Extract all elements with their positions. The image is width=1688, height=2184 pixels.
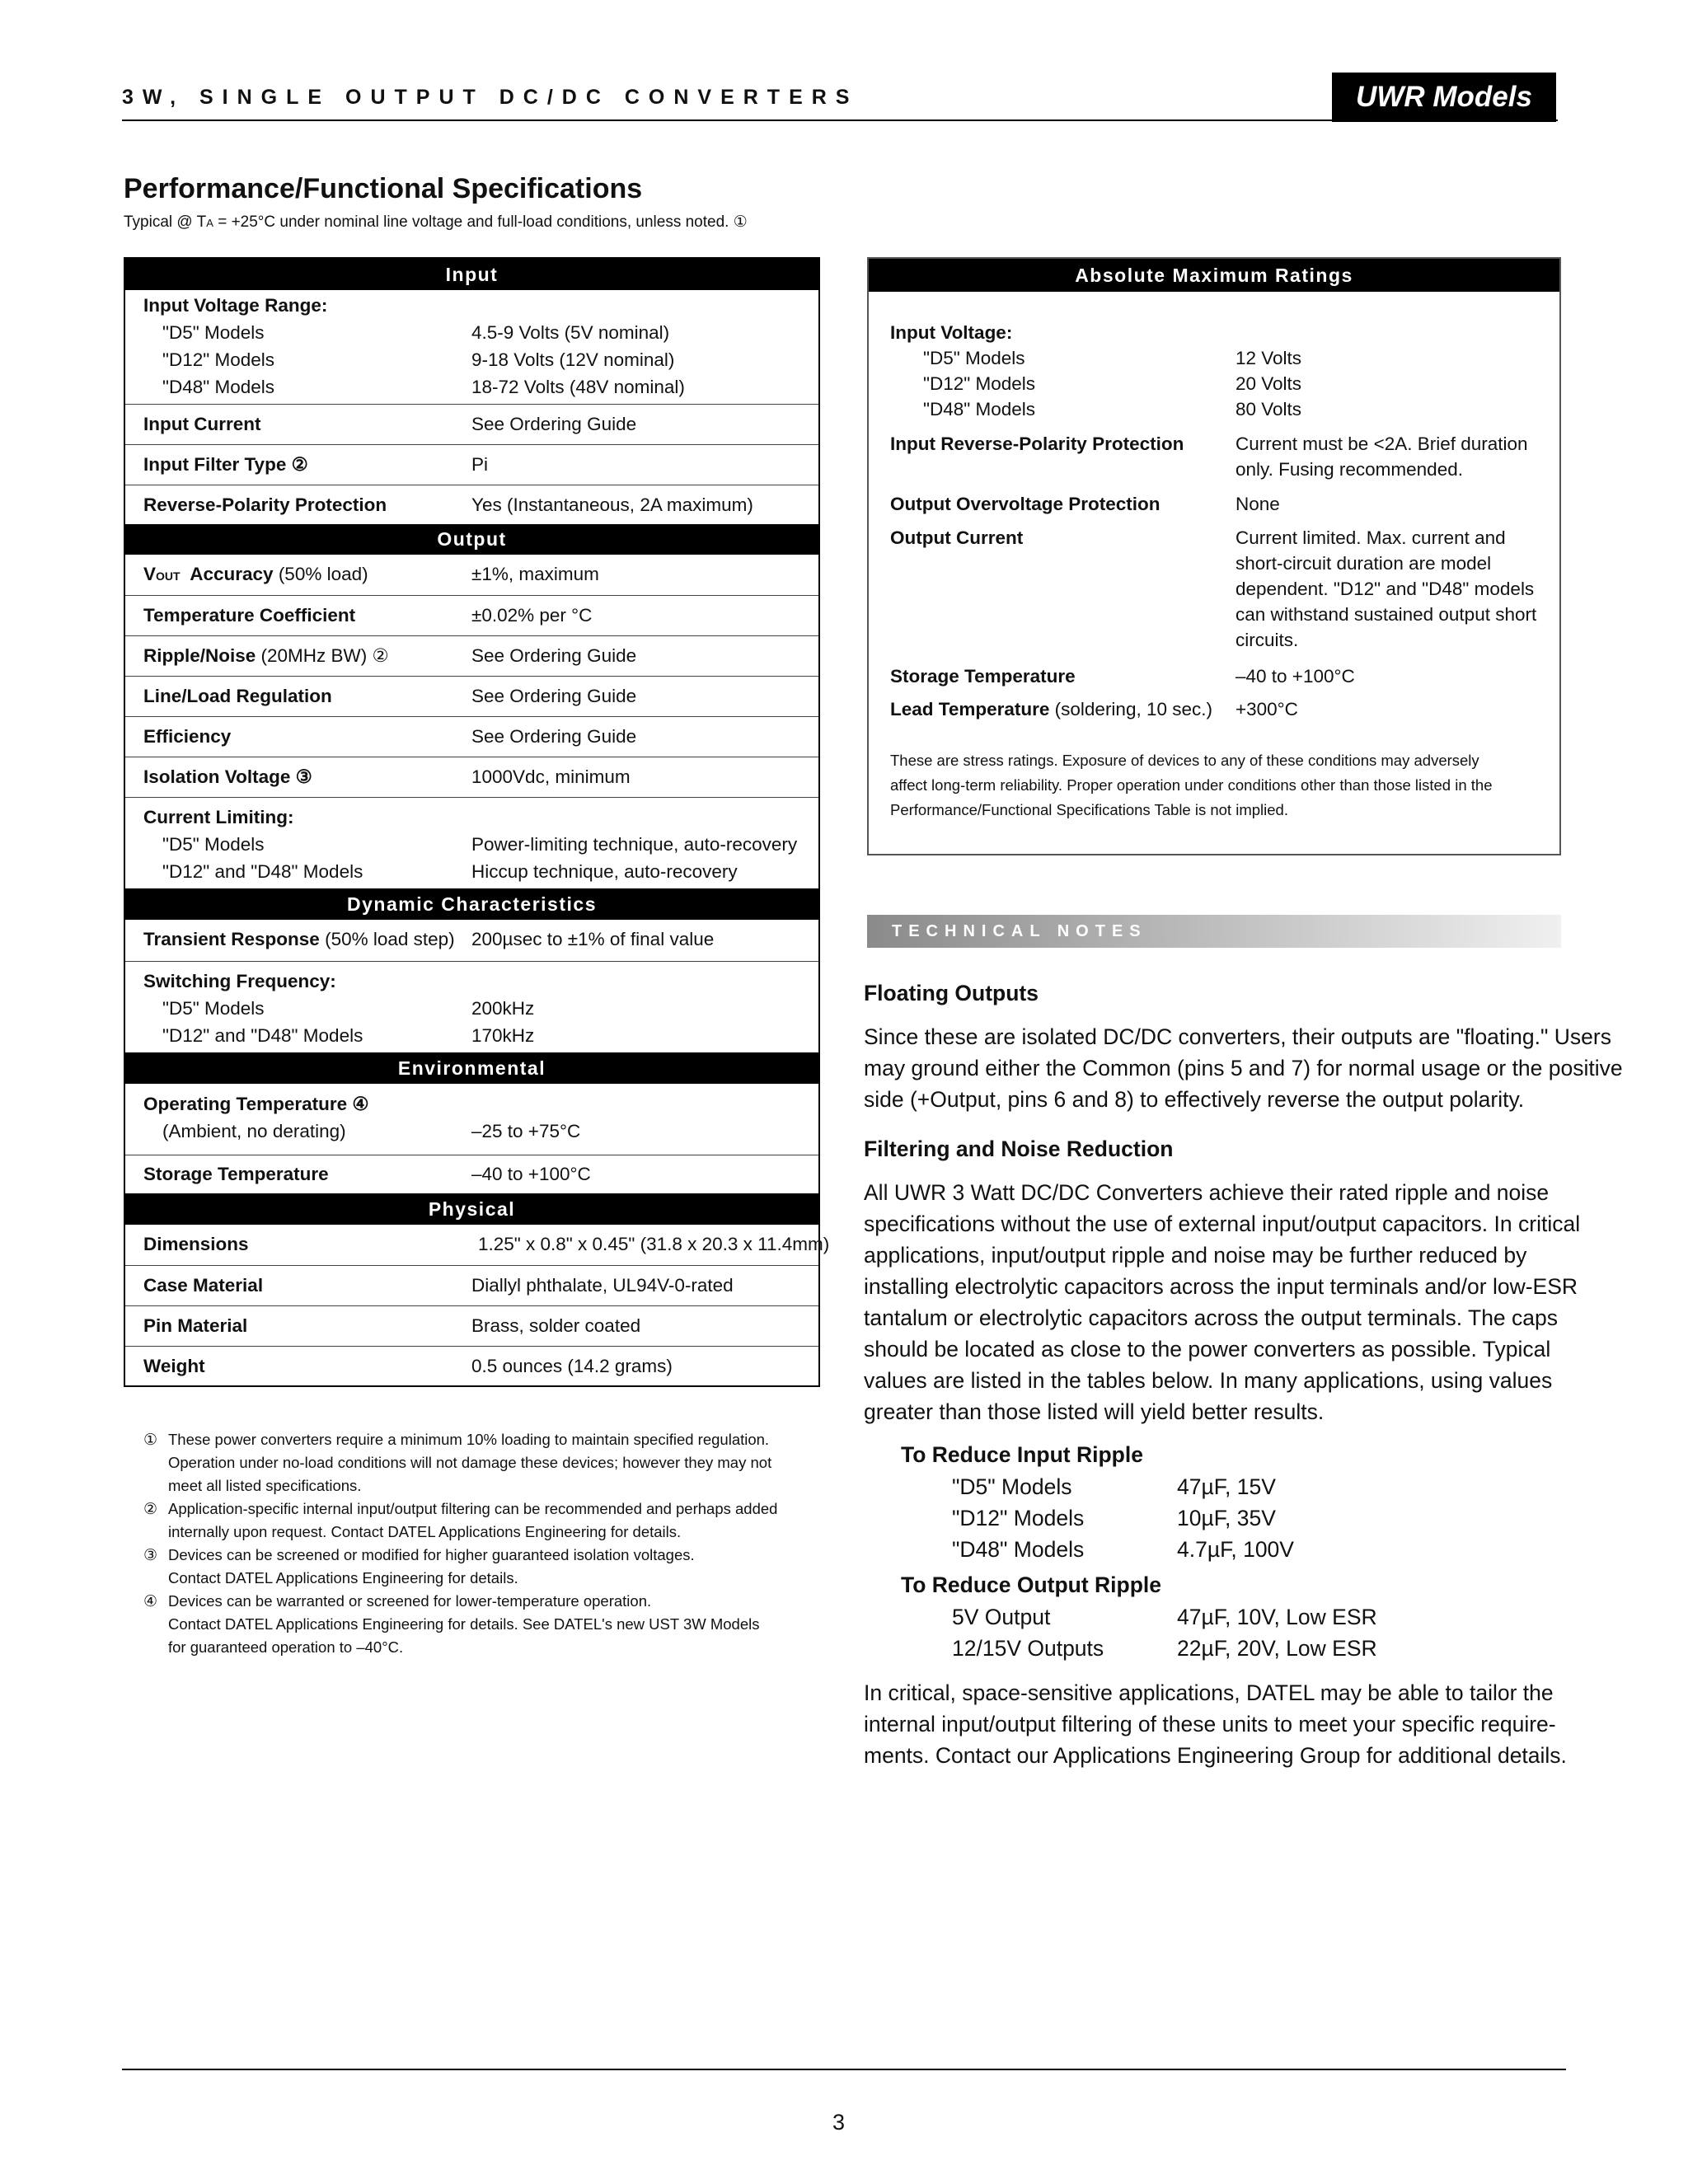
amr-note-line-1: These are stress ratings. Exposure of devices to any of these conditions may adversely: [890, 752, 1479, 769]
row-vout-accuracy: [125, 555, 818, 595]
value-isolation: 1000Vdc, minimum: [471, 766, 631, 787]
label-ripple-bold: Ripple/Noise: [143, 645, 256, 666]
value-d12-voltage: 9-18 Volts (12V nominal): [471, 349, 675, 370]
subtitle-pre: Typical @ T: [124, 213, 207, 231]
amr-value-ovp: None: [1236, 494, 1280, 514]
label-input-filter-type: Input Filter Type ②: [143, 454, 308, 475]
page-subtitle: [124, 213, 748, 232]
label-pin-material: Pin Material: [143, 1315, 248, 1336]
closing-line-1: In critical, space-sensitive applications, DATEL may be able to tailor the: [864, 1680, 1554, 1705]
value-cl-d12-d48: Hiccup technique, auto-recovery: [471, 861, 738, 882]
row-line-load: [125, 676, 818, 716]
label-efficiency: Efficiency: [143, 726, 232, 747]
value-operating-temp: –25 to +75°C: [471, 1121, 581, 1141]
input-ripple-d12-value: 10µF, 35V: [1177, 1506, 1276, 1530]
row-input-current: [125, 404, 818, 444]
filtering-line-1: All UWR 3 Watt DC/DC Converters achieve their rated ripple and noise: [864, 1180, 1550, 1205]
label-vout-v: V: [143, 564, 157, 584]
row-temp-coeff: [125, 595, 818, 635]
section-dynamic: Dynamic Characteristics: [125, 888, 818, 920]
section-environmental: Environmental: [125, 1052, 818, 1084]
value-input-filter-type: Pi: [471, 454, 489, 475]
footnote-1-line-1: These power converters require a minimum 10% loading to maintain specified regulation.: [168, 1431, 770, 1448]
footnote-1-mark: ①: [143, 1432, 158, 1449]
footnote-2-mark: ②: [143, 1501, 158, 1518]
output-ripple-12-15v-label: 12/15V Outputs: [952, 1636, 1104, 1661]
label-sw-d12-d48: "D12" and "D48" Models: [162, 1025, 363, 1046]
row-ripple-noise: [125, 635, 818, 676]
label-current-limiting: Current Limiting:: [143, 807, 294, 827]
row-dimensions: [125, 1225, 830, 1265]
spec-table: [124, 257, 830, 1387]
footnote-1-line-3: meet all listed specifications.: [168, 1477, 362, 1494]
label-vout-bold: Accuracy: [180, 564, 274, 584]
footnote-3-line-1: Devices can be screened or modified for higher guaranteed isolation voltages.: [168, 1546, 695, 1563]
amr-label-d48: "D48" Models: [923, 399, 1036, 419]
input-ripple-heading: To Reduce Input Ripple: [901, 1442, 1143, 1467]
output-ripple-heading: To Reduce Output Ripple: [901, 1572, 1162, 1597]
label-temp-coeff: Temperature Coefficient: [143, 605, 356, 626]
amr-label-lead-temp: [890, 699, 1212, 720]
footnote-4-line-3: for guaranteed operation to –40°C.: [168, 1638, 404, 1656]
model-badge: UWR Models: [1332, 73, 1556, 122]
filtering-heading: Filtering and Noise Reduction: [864, 1137, 1174, 1161]
page-number: 3: [832, 2110, 846, 2135]
section-output: Output: [125, 524, 818, 555]
amr-label-storage-temp: Storage Temperature: [890, 666, 1076, 687]
input-ripple-d48-value: 4.7µF, 100V: [1177, 1537, 1294, 1562]
amr-note-line-2: affect long-term reliability. Proper operation under conditions other than those listed in the: [890, 776, 1493, 794]
footnotes: [124, 1431, 832, 1670]
value-sw-d5: 200kHz: [471, 998, 535, 1019]
footnote-3-line-2: Contact DATEL Applications Engineering for details.: [168, 1569, 518, 1586]
label-dimensions: Dimensions: [143, 1234, 249, 1254]
label-isolation: Isolation Voltage ③: [143, 766, 312, 787]
value-line-load: See Ordering Guide: [471, 686, 637, 706]
label-input-voltage-range: Input Voltage Range:: [143, 295, 328, 316]
amr-value-output-current-1: Current limited. Max. current and: [1236, 527, 1506, 548]
value-sw-d12-d48: 170kHz: [471, 1025, 535, 1046]
amr-value-d5: 12 Volts: [1236, 348, 1302, 368]
footnote-4-mark: ④: [143, 1593, 158, 1610]
label-operating-temp: Operating Temperature ④: [143, 1094, 369, 1114]
label-vout-rest: (50% load): [273, 564, 368, 584]
label-sw-d5: "D5" Models: [162, 998, 265, 1019]
amr-lead-temp-rest: (soldering, 10 sec.): [1049, 699, 1212, 719]
closing-line-3: ments. Contact our Applications Engineering Group for additional details.: [864, 1743, 1567, 1768]
footer-rule: [122, 2069, 1566, 2070]
amr-value-output-current-3: dependent. "D12" and "D48" models: [1236, 579, 1535, 599]
filtering-line-6: should be located as close to the power converters as possible. Typical: [864, 1337, 1551, 1361]
technical-notes-label: TECHNICAL NOTES: [892, 922, 1147, 940]
amr-note-line-3: Performance/Functional Specifications Table is not implied.: [890, 801, 1288, 818]
row-switching: [125, 961, 818, 1052]
running-header: 3W, SINGLE OUTPUT DC/DC CONVERTERS: [122, 86, 859, 109]
value-temp-coeff: ±0.02% per °C: [471, 605, 593, 626]
label-transient-rest: (50% load step): [319, 929, 455, 949]
row-isolation: [125, 757, 818, 797]
input-ripple-d5-value: 47µF, 15V: [1177, 1474, 1276, 1499]
row-current-limiting: [125, 797, 818, 882]
row-transient: [125, 920, 818, 961]
amr-label-ovp: Output Overvoltage Protection: [890, 494, 1160, 514]
output-ripple-12-15v-value: 22µF, 20V, Low ESR: [1177, 1636, 1377, 1661]
amr-value-output-current-2: short-circuit duration are model: [1236, 553, 1492, 574]
label-cl-d12-d48: "D12" and "D48" Models: [162, 861, 363, 882]
amr-label-input-voltage: Input Voltage:: [890, 322, 1013, 343]
subtitle-subscript: A: [206, 217, 213, 229]
row-input-voltage-range: [125, 290, 818, 397]
label-case-material: Case Material: [143, 1275, 264, 1296]
label-ripple-noise: [143, 645, 389, 667]
amr-value-output-current-5: circuits.: [1236, 630, 1299, 650]
row-pin-material: [125, 1305, 818, 1346]
row-input-filter-type: [125, 444, 818, 485]
amr-label-d5: "D5" Models: [923, 348, 1025, 368]
input-ripple-d5-label: "D5" Models: [952, 1474, 1072, 1499]
value-d5-voltage: 4.5-9 Volts (5V nominal): [471, 322, 670, 343]
abs-max-heading: Absolute Maximum Ratings: [869, 259, 1559, 292]
subtitle-post: = +25°C under nominal line voltage and full-load conditions, unless noted. ①: [213, 213, 748, 231]
value-vout-accuracy: ±1%, maximum: [471, 564, 599, 584]
floating-line-3: side (+Output, pins 6 and 8) to effectively reverse the output polarity.: [864, 1087, 1525, 1112]
footnote-4-line-1: Devices can be warranted or screened for lower-temperature operation.: [168, 1592, 652, 1610]
value-efficiency: See Ordering Guide: [471, 726, 637, 747]
value-reverse-polarity: Yes (Instantaneous, 2A maximum): [471, 494, 753, 515]
floating-line-2: may ground either the Common (pins 5 and 7) for normal usage or the positive: [864, 1056, 1623, 1080]
filtering-line-5: tantalum or electrolytic capacitors across the output terminals. The caps: [864, 1305, 1559, 1330]
floating-line-1: Since these are isolated DC/DC converters, their outputs are "floating." Users: [864, 1024, 1611, 1049]
amr-label-output-current: Output Current: [890, 527, 1024, 548]
row-storage-temp: [125, 1155, 818, 1193]
amr-value-d12: 20 Volts: [1236, 373, 1302, 394]
label-ambient: (Ambient, no derating): [162, 1121, 346, 1141]
footnote-4-line-2: Contact DATEL Applications Engineering for details. See DATEL's new UST 3W Models: [168, 1615, 760, 1633]
amr-value-reverse-polarity-2: only. Fusing recommended.: [1236, 459, 1463, 480]
label-d12-models: "D12" Models: [162, 349, 275, 370]
value-ripple-noise: See Ordering Guide: [471, 645, 637, 666]
row-reverse-polarity: [125, 485, 818, 524]
output-ripple-5v-value: 47µF, 10V, Low ESR: [1177, 1605, 1377, 1629]
label-transient: [143, 929, 455, 950]
label-line-load: Line/Load Regulation: [143, 686, 332, 706]
amr-lead-temp-bold: Lead Temperature: [890, 699, 1050, 719]
label-reverse-polarity: Reverse-Polarity Protection: [143, 494, 387, 515]
label-cl-d5: "D5" Models: [162, 834, 265, 855]
value-cl-d5: Power-limiting technique, auto-recovery: [471, 834, 798, 855]
value-d48-voltage: 18-72 Volts (48V nominal): [471, 377, 685, 397]
value-storage-temp: –40 to +100°C: [471, 1164, 591, 1184]
output-ripple-5v-label: 5V Output: [952, 1605, 1051, 1629]
label-storage-temp: Storage Temperature: [143, 1164, 329, 1184]
row-efficiency: [125, 716, 818, 757]
label-d48-models: "D48" Models: [162, 377, 275, 397]
filtering-line-2: specifications without the use of external input/output capacitors. In critical: [864, 1212, 1581, 1236]
closing-line-2: internal input/output filtering of these units to meet your specific require-: [864, 1712, 1556, 1736]
label-vout-accuracy: [143, 564, 368, 585]
label-input-current: Input Current: [143, 414, 261, 434]
footnote-2-line-1: Application-specific internal input/output filtering can be recommended and perhaps added: [168, 1500, 778, 1517]
input-ripple-d12-label: "D12" Models: [952, 1506, 1085, 1530]
footnote-3-mark: ③: [143, 1547, 158, 1564]
technical-notes-body: [864, 979, 1623, 1803]
input-ripple-d48-label: "D48" Models: [952, 1537, 1085, 1562]
value-transient: 200µsec to ±1% of final value: [471, 929, 715, 949]
floating-outputs-heading: Floating Outputs: [864, 981, 1039, 1005]
label-weight: Weight: [143, 1356, 205, 1376]
amr-label-d12: "D12" Models: [923, 373, 1036, 394]
page-title: Performance/Functional Specifications: [124, 173, 643, 204]
amr-value-d48: 80 Volts: [1236, 399, 1302, 419]
section-physical: Physical: [125, 1193, 818, 1225]
header-rule: [122, 120, 1558, 121]
row-operating-temp: [125, 1084, 818, 1155]
label-switching: Switching Frequency:: [143, 971, 336, 991]
label-vout-sub: OUT: [156, 569, 181, 583]
label-d5-models: "D5" Models: [162, 322, 265, 343]
label-ripple-rest: (20MHz BW) ②: [256, 645, 389, 666]
footnote-2-line-2: internally upon request. Contact DATEL Applications Engineering for details.: [168, 1523, 682, 1540]
filtering-line-7: values are listed in the tables below. In many applications, using values: [864, 1368, 1553, 1393]
row-weight: [125, 1346, 818, 1385]
amr-value-storage-temp: –40 to +100°C: [1236, 666, 1355, 687]
label-transient-bold: Transient Response: [143, 929, 320, 949]
filtering-line-3: applications, input/output ripple and noise may be further reduced by: [864, 1243, 1527, 1268]
filtering-line-4: installing electrolytic capacitors across the input terminals and/or low-ESR: [864, 1274, 1578, 1299]
amr-value-reverse-polarity-1: Current must be <2A. Brief duration: [1236, 434, 1528, 454]
footnote-1-line-2: Operation under no-load conditions will not damage these devices; however they may not: [168, 1454, 772, 1471]
row-case-material: [125, 1265, 818, 1305]
value-dimensions: 1.25" x 0.8" x 0.45" (31.8 x 20.3 x 11.4mm): [478, 1234, 830, 1254]
amr-value-output-current-4: can withstand sustained output short: [1236, 604, 1537, 625]
amr-value-lead-temp: +300°C: [1236, 699, 1298, 719]
filtering-line-8: greater than those listed will yield better results.: [864, 1399, 1325, 1424]
value-weight: 0.5 ounces (14.2 grams): [471, 1356, 673, 1376]
absolute-max-ratings-box: [867, 257, 1561, 855]
value-pin-material: Brass, solder coated: [471, 1315, 641, 1336]
value-case-material: Diallyl phthalate, UL94V-0-rated: [471, 1275, 734, 1296]
amr-label-reverse-polarity: Input Reverse-Polarity Protection: [890, 434, 1184, 454]
section-input: Input: [125, 259, 818, 290]
value-input-current: See Ordering Guide: [471, 414, 637, 434]
